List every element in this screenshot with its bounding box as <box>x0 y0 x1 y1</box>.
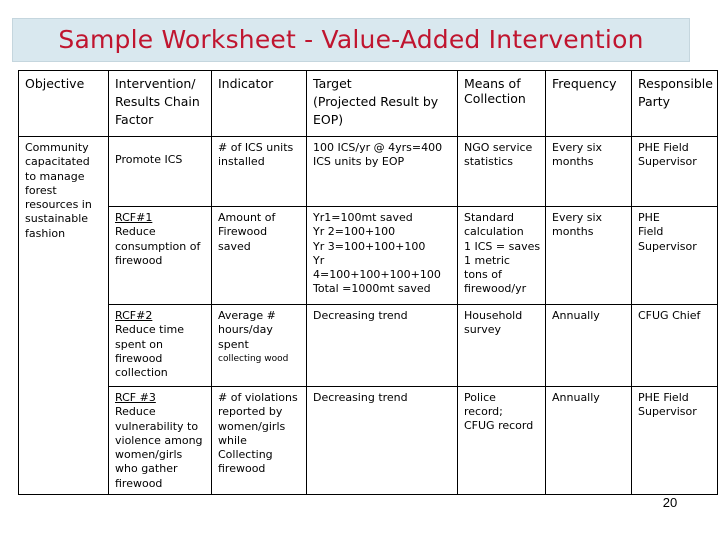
frequency-cell: Every six months <box>546 207 632 305</box>
indicator-cell: # of ICS units installed <box>212 137 307 207</box>
target-cell: 100 ICS/yr @ 4yrs=400 ICS units by EOP <box>307 137 458 207</box>
rcf-code: RCF #3 <box>115 391 156 404</box>
table-row <box>19 387 718 495</box>
indicator-cell: # of violations reported by women/girls while Collecting firewood <box>212 387 307 495</box>
means-cell: NGO service statistics <box>458 137 546 207</box>
frequency-cell: Annually <box>546 305 632 387</box>
intervention-cell: RCF #3 Reduce vulnerability to violence among women/girls who gather firewood <box>109 387 212 495</box>
means-cell: Household survey <box>458 305 546 387</box>
header-means: Means of Collection <box>458 71 546 137</box>
header-objective: Objective <box>19 71 109 137</box>
intervention-cell: Promote ICS <box>109 137 212 207</box>
responsible-cell: PHE Field Supervisor <box>632 207 718 305</box>
means-cell: Standard calculation 1 ICS = saves 1 metric tons of firewood/yr <box>458 207 546 305</box>
responsible-cell: CFUG Chief <box>632 305 718 387</box>
header-responsible: Responsible Party <box>632 71 718 137</box>
title-banner <box>12 18 690 62</box>
header-target: Target (Projected Result by EOP) <box>307 71 458 137</box>
intervention-cell: RCF#2 Reduce time spent on firewood collection <box>109 305 212 387</box>
table-row <box>19 137 718 207</box>
worksheet-table <box>18 70 718 495</box>
header-frequency: Frequency <box>546 71 632 137</box>
indicator-cell: Amount of Firewood saved <box>212 207 307 305</box>
rcf-code: RCF#1 <box>115 211 153 224</box>
header-intervention: Intervention/ Results Chain Factor <box>109 71 212 137</box>
table-row <box>19 207 718 305</box>
objective-cell: Community capacitated to manage forest resources in sustainable fashion <box>19 137 109 495</box>
intervention-cell: RCF#1 Reduce consumption of firewood <box>109 207 212 305</box>
page-number: 20 <box>662 495 678 510</box>
target-cell: Decreasing trend <box>307 387 458 495</box>
responsible-cell: PHE Field Supervisor <box>632 137 718 207</box>
responsible-cell: PHE Field Supervisor <box>632 387 718 495</box>
frequency-cell: Every six months <box>546 137 632 207</box>
means-cell: Police record; CFUG record <box>458 387 546 495</box>
target-cell: Yr1=100mt saved Yr 2=100+100 Yr 3=100+100+100 Yr 4=100+100+100+100 Total =1000mt saved <box>307 207 458 305</box>
target-cell: Decreasing trend <box>307 305 458 387</box>
rcf-code: RCF#2 <box>115 309 153 322</box>
header-row <box>19 71 718 137</box>
indicator-cell: Average # hours/day spent collecting wood <box>212 305 307 387</box>
header-indicator: Indicator <box>212 71 307 137</box>
table-row <box>19 305 718 387</box>
page-title: Sample Worksheet - Value-Added Intervention <box>58 25 644 54</box>
frequency-cell: Annually <box>546 387 632 495</box>
